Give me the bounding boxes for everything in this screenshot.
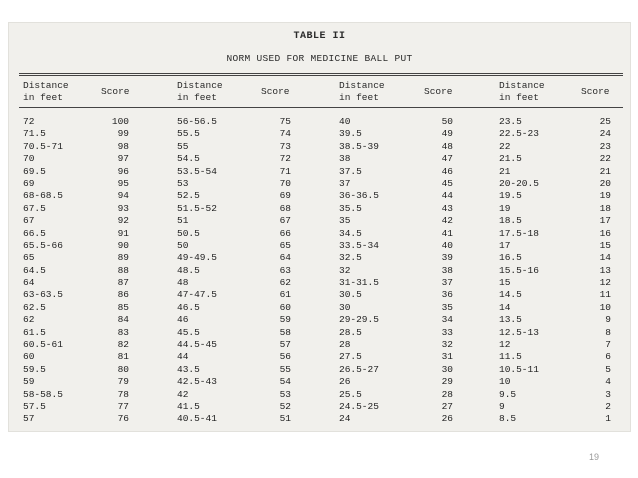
score-cell: 82 bbox=[117, 339, 129, 351]
score-cell: 3 bbox=[605, 388, 611, 400]
score-cell: 21 bbox=[599, 165, 611, 177]
score-cell: 89 bbox=[117, 252, 129, 264]
score-cell: 28 bbox=[441, 388, 453, 400]
distance-header-line1: Distance bbox=[339, 80, 385, 91]
score-cell: 96 bbox=[117, 165, 129, 177]
score-cell: 58 bbox=[279, 326, 291, 338]
header-bottom-rule bbox=[19, 107, 623, 108]
distance-header-line1: Distance bbox=[177, 80, 223, 91]
score-cell: 95 bbox=[117, 177, 129, 189]
distance-cell: 37.5 bbox=[339, 165, 362, 177]
score-cell: 25 bbox=[599, 116, 611, 127]
distance-cell: 20-20.5 bbox=[499, 177, 539, 189]
distance-cell: 17 bbox=[499, 239, 511, 251]
score-header-1: Score bbox=[101, 86, 130, 97]
score-cell: 23 bbox=[599, 140, 611, 152]
score-cell: 91 bbox=[117, 227, 129, 239]
distance-cell: 60 bbox=[23, 351, 35, 363]
distance-cell: 30.5 bbox=[339, 289, 362, 301]
distance-cell: 50 bbox=[177, 239, 189, 251]
score-cell: 46 bbox=[441, 165, 453, 177]
distance-cell: 33.5-34 bbox=[339, 239, 379, 251]
distance-header-line1: Distance bbox=[499, 80, 545, 91]
distance-cell: 60.5-61 bbox=[23, 339, 63, 351]
score-cell: 2 bbox=[605, 400, 611, 412]
distance-cell: 32 bbox=[339, 264, 351, 276]
score-cell: 52 bbox=[279, 400, 291, 412]
score-column-3 bbox=[429, 116, 453, 426]
score-header-2: Score bbox=[261, 86, 290, 97]
score-cell: 33 bbox=[441, 326, 453, 338]
distance-cell: 28.5 bbox=[339, 326, 362, 338]
distance-header-1 bbox=[23, 80, 69, 104]
distance-cell: 8.5 bbox=[499, 413, 517, 425]
score-cell: 37 bbox=[441, 277, 453, 289]
distance-header-line2: in feet bbox=[339, 92, 379, 103]
distance-cell: 16.5 bbox=[499, 252, 522, 264]
distance-column-3 bbox=[339, 116, 379, 426]
distance-cell: 51 bbox=[177, 215, 189, 227]
score-cell: 88 bbox=[117, 264, 129, 276]
score-cell: 71 bbox=[279, 165, 291, 177]
score-cell: 43 bbox=[441, 202, 453, 214]
distance-cell: 41.5 bbox=[177, 400, 200, 412]
score-cell: 8 bbox=[605, 326, 611, 338]
distance-cell: 42 bbox=[177, 388, 189, 400]
distance-column-2 bbox=[177, 116, 217, 426]
score-column-1 bbox=[95, 116, 129, 426]
page-number: 19 bbox=[589, 452, 600, 462]
distance-cell: 69.5 bbox=[23, 165, 46, 177]
distance-cell: 37 bbox=[339, 177, 351, 189]
score-cell: 48 bbox=[441, 140, 453, 152]
score-cell: 4 bbox=[605, 376, 611, 388]
score-cell: 30 bbox=[441, 363, 453, 375]
distance-cell: 10.5-11 bbox=[499, 363, 539, 375]
distance-cell: 70 bbox=[23, 153, 35, 165]
score-cell: 35 bbox=[441, 301, 453, 313]
score-cell: 53 bbox=[279, 388, 291, 400]
distance-cell: 55.5 bbox=[177, 128, 200, 140]
distance-cell: 26.5-27 bbox=[339, 363, 379, 375]
distance-cell: 68-68.5 bbox=[23, 190, 63, 202]
distance-cell: 62 bbox=[23, 314, 35, 326]
scanned-page bbox=[8, 22, 631, 432]
distance-cell: 39.5 bbox=[339, 128, 362, 140]
score-cell: 29 bbox=[441, 376, 453, 388]
distance-cell: 26 bbox=[339, 376, 351, 388]
header-top-rule-double bbox=[19, 75, 623, 76]
distance-header-3 bbox=[339, 80, 385, 104]
score-cell: 64 bbox=[279, 252, 291, 264]
score-cell: 13 bbox=[599, 264, 611, 276]
score-cell: 75 bbox=[279, 116, 291, 127]
distance-cell: 38.5-39 bbox=[339, 140, 379, 152]
distance-cell: 14 bbox=[499, 301, 511, 313]
distance-cell: 71.5 bbox=[23, 128, 46, 140]
score-cell: 6 bbox=[605, 351, 611, 363]
distance-cell: 24.5-25 bbox=[339, 400, 379, 412]
score-cell: 36 bbox=[441, 289, 453, 301]
score-cell: 14 bbox=[599, 252, 611, 264]
distance-header-line2: in feet bbox=[23, 92, 63, 103]
score-cell: 19 bbox=[599, 190, 611, 202]
distance-cell: 30 bbox=[339, 301, 351, 313]
distance-cell: 9.5 bbox=[499, 388, 517, 400]
distance-header-line2: in feet bbox=[177, 92, 217, 103]
score-cell: 67 bbox=[279, 215, 291, 227]
distance-cell: 58-58.5 bbox=[23, 388, 63, 400]
distance-cell: 59.5 bbox=[23, 363, 46, 375]
distance-cell: 21 bbox=[499, 165, 511, 177]
distance-cell: 59 bbox=[23, 376, 35, 388]
distance-cell: 65 bbox=[23, 252, 35, 264]
score-cell: 76 bbox=[117, 413, 129, 425]
distance-cell: 32.5 bbox=[339, 252, 362, 264]
score-cell: 5 bbox=[605, 363, 611, 375]
score-cell: 24 bbox=[599, 128, 611, 140]
distance-cell: 11.5 bbox=[499, 351, 522, 363]
score-cell: 11 bbox=[599, 289, 611, 301]
distance-cell: 14.5 bbox=[499, 289, 522, 301]
distance-header-line2: in feet bbox=[499, 92, 539, 103]
distance-cell: 46.5 bbox=[177, 301, 200, 313]
score-cell: 26 bbox=[441, 413, 453, 425]
distance-cell: 42.5-43 bbox=[177, 376, 217, 388]
distance-cell: 49-49.5 bbox=[177, 252, 217, 264]
distance-cell: 48.5 bbox=[177, 264, 200, 276]
distance-cell: 57 bbox=[23, 413, 35, 425]
distance-cell: 72 bbox=[23, 116, 35, 127]
score-cell: 1 bbox=[605, 413, 611, 425]
score-cell: 9 bbox=[605, 314, 611, 326]
score-header-4: Score bbox=[581, 86, 610, 97]
score-cell: 7 bbox=[605, 339, 611, 351]
score-cell: 22 bbox=[599, 153, 611, 165]
distance-cell: 55 bbox=[177, 140, 189, 152]
score-cell: 93 bbox=[117, 202, 129, 214]
distance-cell: 9 bbox=[499, 400, 505, 412]
score-cell: 16 bbox=[599, 227, 611, 239]
distance-cell: 12 bbox=[499, 339, 511, 351]
distance-column-1 bbox=[23, 116, 63, 426]
distance-cell: 53 bbox=[177, 177, 189, 189]
score-cell: 31 bbox=[441, 351, 453, 363]
score-cell: 60 bbox=[279, 301, 291, 313]
distance-cell: 67.5 bbox=[23, 202, 46, 214]
score-cell: 12 bbox=[599, 277, 611, 289]
distance-cell: 53.5-54 bbox=[177, 165, 217, 177]
score-cell: 65 bbox=[279, 239, 291, 251]
distance-cell: 23.5 bbox=[499, 116, 522, 127]
score-cell: 18 bbox=[599, 202, 611, 214]
distance-cell: 66.5 bbox=[23, 227, 46, 239]
score-cell: 69 bbox=[279, 190, 291, 202]
distance-cell: 40.5-41 bbox=[177, 413, 217, 425]
score-cell: 50 bbox=[441, 116, 453, 127]
header-top-rule bbox=[19, 73, 623, 74]
distance-cell: 29-29.5 bbox=[339, 314, 379, 326]
score-cell: 51 bbox=[279, 413, 291, 425]
score-cell: 61 bbox=[279, 289, 291, 301]
score-cell: 47 bbox=[441, 153, 453, 165]
distance-cell: 10 bbox=[499, 376, 511, 388]
table-subtitle: NORM USED FOR MEDICINE BALL PUT bbox=[226, 53, 413, 64]
distance-cell: 15 bbox=[499, 277, 511, 289]
score-cell: 44 bbox=[441, 190, 453, 202]
distance-cell: 48 bbox=[177, 277, 189, 289]
distance-cell: 18.5 bbox=[499, 215, 522, 227]
distance-cell: 24 bbox=[339, 413, 351, 425]
distance-cell: 51.5-52 bbox=[177, 202, 217, 214]
score-cell: 80 bbox=[117, 363, 129, 375]
distance-cell: 64 bbox=[23, 277, 35, 289]
score-cell: 100 bbox=[111, 116, 129, 127]
score-cell: 77 bbox=[117, 400, 129, 412]
score-header-3: Score bbox=[424, 86, 453, 97]
score-cell: 79 bbox=[117, 376, 129, 388]
distance-header-4 bbox=[499, 80, 545, 104]
score-cell: 32 bbox=[441, 339, 453, 351]
score-cell: 70 bbox=[279, 177, 291, 189]
distance-column-4 bbox=[499, 116, 539, 426]
score-cell: 66 bbox=[279, 227, 291, 239]
score-cell: 42 bbox=[441, 215, 453, 227]
score-cell: 59 bbox=[279, 314, 291, 326]
score-cell: 62 bbox=[279, 277, 291, 289]
distance-cell: 15.5-16 bbox=[499, 264, 539, 276]
distance-cell: 47-47.5 bbox=[177, 289, 217, 301]
distance-cell: 40 bbox=[339, 116, 351, 127]
distance-cell: 35 bbox=[339, 215, 351, 227]
distance-cell: 35.5 bbox=[339, 202, 362, 214]
score-cell: 17 bbox=[599, 215, 611, 227]
distance-cell: 70.5-71 bbox=[23, 140, 63, 152]
distance-cell: 61.5 bbox=[23, 326, 46, 338]
score-cell: 94 bbox=[117, 190, 129, 202]
distance-cell: 27.5 bbox=[339, 351, 362, 363]
score-cell: 34 bbox=[441, 314, 453, 326]
score-cell: 84 bbox=[117, 314, 129, 326]
distance-cell: 21.5 bbox=[499, 153, 522, 165]
distance-cell: 25.5 bbox=[339, 388, 362, 400]
score-cell: 78 bbox=[117, 388, 129, 400]
distance-cell: 65.5-66 bbox=[23, 239, 63, 251]
score-cell: 10 bbox=[599, 301, 611, 313]
distance-cell: 67 bbox=[23, 215, 35, 227]
score-cell: 63 bbox=[279, 264, 291, 276]
score-cell: 90 bbox=[117, 239, 129, 251]
distance-cell: 31-31.5 bbox=[339, 277, 379, 289]
distance-cell: 46 bbox=[177, 314, 189, 326]
distance-header-line1: Distance bbox=[23, 80, 69, 91]
score-cell: 27 bbox=[441, 400, 453, 412]
distance-cell: 28 bbox=[339, 339, 351, 351]
score-cell: 73 bbox=[279, 140, 291, 152]
score-cell: 20 bbox=[599, 177, 611, 189]
distance-cell: 50.5 bbox=[177, 227, 200, 239]
score-cell: 87 bbox=[117, 277, 129, 289]
distance-cell: 57.5 bbox=[23, 400, 46, 412]
distance-cell: 13.5 bbox=[499, 314, 522, 326]
score-cell: 72 bbox=[279, 153, 291, 165]
score-cell: 68 bbox=[279, 202, 291, 214]
distance-header-2 bbox=[177, 80, 223, 104]
score-cell: 83 bbox=[117, 326, 129, 338]
distance-cell: 43.5 bbox=[177, 363, 200, 375]
distance-cell: 64.5 bbox=[23, 264, 46, 276]
distance-cell: 19 bbox=[499, 202, 511, 214]
score-cell: 49 bbox=[441, 128, 453, 140]
score-cell: 86 bbox=[117, 289, 129, 301]
distance-cell: 63-63.5 bbox=[23, 289, 63, 301]
distance-cell: 36-36.5 bbox=[339, 190, 379, 202]
distance-cell: 69 bbox=[23, 177, 35, 189]
score-cell: 99 bbox=[117, 128, 129, 140]
distance-cell: 22 bbox=[499, 140, 511, 152]
score-cell: 56 bbox=[279, 351, 291, 363]
score-cell: 55 bbox=[279, 363, 291, 375]
score-cell: 74 bbox=[279, 128, 291, 140]
score-cell: 54 bbox=[279, 376, 291, 388]
distance-cell: 34.5 bbox=[339, 227, 362, 239]
distance-cell: 56-56.5 bbox=[177, 116, 217, 127]
score-cell: 85 bbox=[117, 301, 129, 313]
table-title: TABLE II bbox=[293, 31, 346, 42]
score-cell: 97 bbox=[117, 153, 129, 165]
score-cell: 40 bbox=[441, 239, 453, 251]
score-cell: 98 bbox=[117, 140, 129, 152]
distance-cell: 19.5 bbox=[499, 190, 522, 202]
score-cell: 45 bbox=[441, 177, 453, 189]
score-cell: 39 bbox=[441, 252, 453, 264]
distance-cell: 44.5-45 bbox=[177, 339, 217, 351]
distance-cell: 54.5 bbox=[177, 153, 200, 165]
distance-cell: 22.5-23 bbox=[499, 128, 539, 140]
score-cell: 57 bbox=[279, 339, 291, 351]
distance-cell: 62.5 bbox=[23, 301, 46, 313]
score-cell: 92 bbox=[117, 215, 129, 227]
distance-cell: 12.5-13 bbox=[499, 326, 539, 338]
distance-cell: 52.5 bbox=[177, 190, 200, 202]
score-cell: 41 bbox=[441, 227, 453, 239]
score-cell: 81 bbox=[117, 351, 129, 363]
score-column-4 bbox=[591, 116, 611, 426]
score-cell: 38 bbox=[441, 264, 453, 276]
distance-cell: 44 bbox=[177, 351, 189, 363]
distance-cell: 45.5 bbox=[177, 326, 200, 338]
distance-cell: 38 bbox=[339, 153, 351, 165]
score-cell: 15 bbox=[599, 239, 611, 251]
score-column-2 bbox=[267, 116, 291, 426]
distance-cell: 17.5-18 bbox=[499, 227, 539, 239]
